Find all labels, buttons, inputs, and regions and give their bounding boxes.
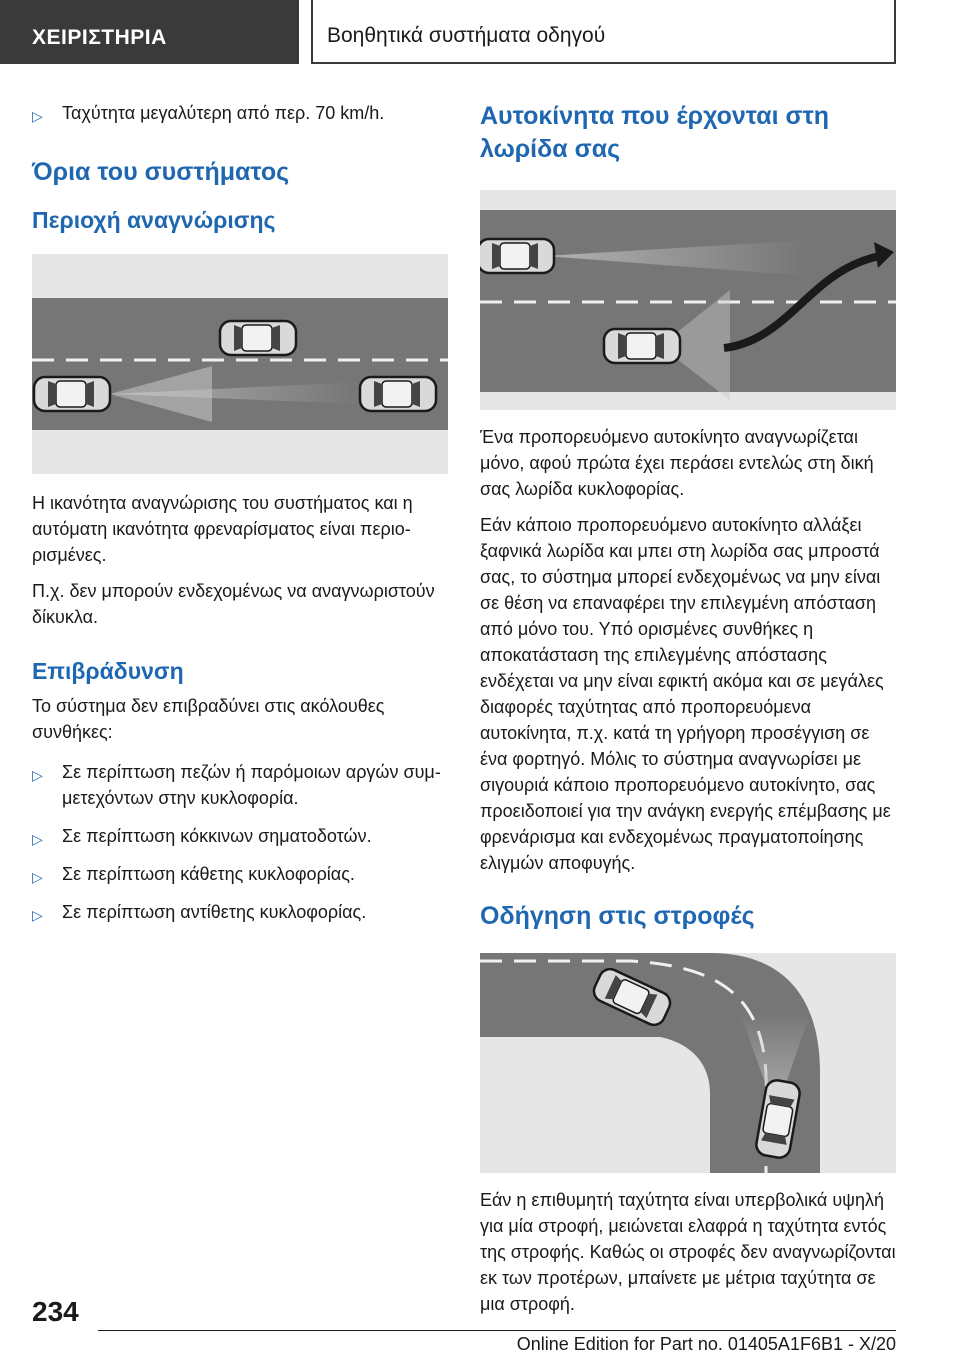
- bullet-triangle-icon: ▷: [32, 869, 43, 885]
- bullet-text: Σε περίπτωση πεζών ή παρόμοιων αργών συμμετεχόντων στην κυκλοφορία.: [62, 762, 441, 808]
- bullet-triangle-icon: ▷: [32, 108, 43, 124]
- car-ahead-icon: [360, 377, 436, 411]
- section-header: ΧΕΙΡΙΣΤΗΡΙΑ: [0, 0, 299, 64]
- bullet-text: Σε περίπτωση κόκκινων σηματοδοτών.: [62, 826, 372, 846]
- slowdown-intro: Το σύστημα δεν επιβραδύνει στις ακόλουθες συνθήκες:: [32, 696, 385, 742]
- car-adjacent-lane-icon: [220, 321, 296, 355]
- bullet-text: Ταχύτητα μεγαλύτερη από περ. 70 km/h.: [62, 103, 385, 123]
- bullet-triangle-icon: ▷: [32, 907, 43, 923]
- slowdown-heading: Επιβράδυνση: [32, 658, 184, 684]
- cut-in-paragraph-1: Ένα προπορευόμενο αυτοκίνητο αναγνωρίζεται μόνο, αφού πρώτα έχει περάσει εντελώς στη δική σας λωρίδα κυκλοφορίας.: [480, 427, 874, 499]
- slowdown-bullet: [32, 759, 448, 811]
- curves-paragraph: Εάν η επιθυμητή ταχύτητα είναι υπερβολικά υψηλή για μία στροφή, μειώνεται ελαφρά η ταχύτητα εντός της στροφής. Καθώς οι στροφές δεν αναγνωρίζονται εκ των προτέρων, μπαίνετε με μέτρια ταχύτητα σε μια στροφή.: [480, 1190, 896, 1314]
- other-car-icon: [480, 239, 554, 273]
- chapter-header: Βοηθητικά συστήματα οδηγού: [311, 0, 896, 64]
- slowdown-bullet: [32, 823, 448, 849]
- slowdown-bullet: [32, 899, 448, 925]
- detection-paragraph-1: Η ικανότητα αναγνώρισης του συστήματος και η αυτόματη ικανότητα φρεναρίσματος είναι περιορισμένες.: [32, 493, 413, 565]
- cut-in-figure: [480, 190, 896, 410]
- bullet-text: Σε περίπτωση κάθετης κυκλοφορίας.: [62, 864, 355, 884]
- edition-footer: Online Edition for Part no. 01405A1F6B1 - X/20: [516, 1334, 896, 1354]
- bullet-triangle-icon: ▷: [32, 767, 43, 783]
- limits-heading: Όρια του συστήματος: [32, 158, 290, 186]
- bullet-text: Σε περίπτωση αντίθετης κυκλοφορίας.: [62, 902, 367, 922]
- page-number: 234: [32, 1296, 79, 1327]
- footer-divider: [98, 1330, 896, 1331]
- bullet-triangle-icon: ▷: [32, 831, 43, 847]
- detection-heading: Περιοχή αναγνώρισης: [32, 207, 276, 233]
- right-column: [480, 100, 896, 1327]
- own-car-icon: [604, 329, 680, 363]
- detection-area-figure: [32, 254, 448, 474]
- detection-paragraph-2: Π.χ. δεν μπορούν ενδεχομένως να αναγνωριστούν δίκυκλα.: [32, 581, 435, 627]
- left-column: [32, 100, 448, 937]
- own-car-icon: [34, 377, 110, 411]
- cut-in-heading: Αυτοκίνητα που έρχονται στη λωρίδα σας: [480, 102, 830, 163]
- slowdown-bullet: [32, 861, 448, 887]
- curves-heading: Οδήγηση στις στροφές: [480, 902, 755, 930]
- cut-in-paragraph-2: Εάν κάποιο προπορευόμενο αυτοκίνητο αλλάξει ξαφνικά λωρίδα και μπει στη λωρίδα σας μπροστά σας, το σύστημα μπορεί ενδεχομένως να μην είναι σε θέση να επαναφέρει την επιλεγμένη απόσταση από μόνο του. Υπό ορισμένες συνθήκες η αποκατάσταση της επιλεγμένης απόστασης ενδέχεται να μην είναι εφικτή ακόμα και σε μεγάλες διαφορές ταχύτητας από προπορευόμενα αυτοκίνητα, π.χ. κατά τη γρήγορη προσέγγιση σε ένα φορτηγό. Μόλις το σύστημα αναγνωρίσει με σιγουριά κάποιο προπορευόμενο αυτοκίνητο, σας προειδοποιεί για την ανάγκη ενεργής επέμβασης με φρενάρισμα και ενδεχομένως πραγματοποίησης ελιγμών αποφυγής.: [480, 515, 891, 873]
- curves-figure: [480, 953, 896, 1173]
- speed-bullet: [32, 100, 448, 126]
